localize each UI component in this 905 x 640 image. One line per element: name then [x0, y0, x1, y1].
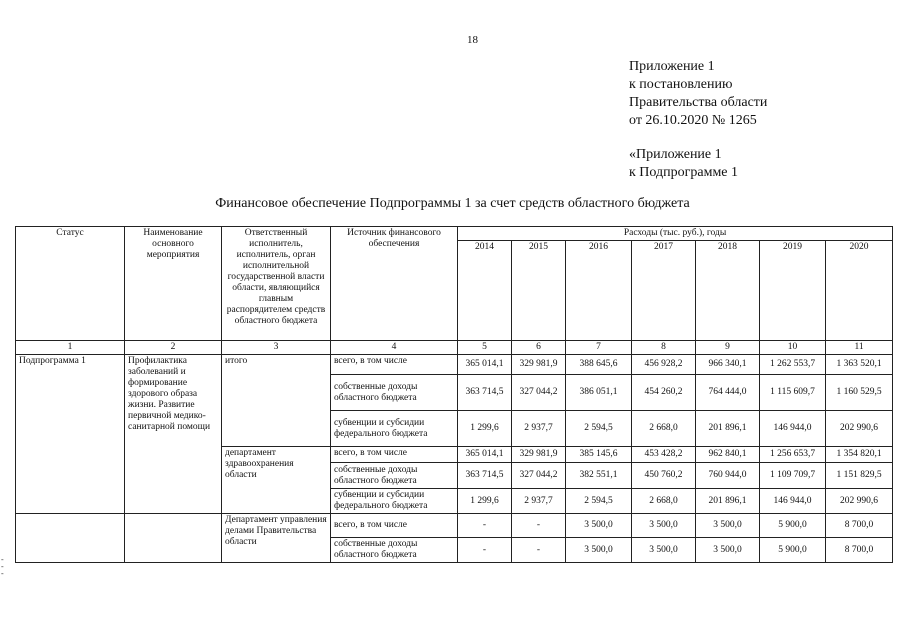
header-year: 2020 [826, 241, 893, 341]
value-cell: 2 594,5 [566, 411, 632, 447]
value-cell: 5 900,0 [760, 514, 826, 538]
header-year: 2018 [696, 241, 760, 341]
value-cell: 329 981,9 [512, 447, 566, 463]
value-cell: 1 354 820,1 [826, 447, 893, 463]
value-cell: 8 700,0 [826, 538, 893, 563]
value-cell: 2 594,5 [566, 489, 632, 514]
column-number: 6 [512, 341, 566, 355]
value-cell: 386 051,1 [566, 375, 632, 411]
value-cell: 1 160 529,5 [826, 375, 893, 411]
executor-cell: департамент здравоохранения области [222, 447, 331, 514]
empty-cell [125, 514, 222, 563]
value-cell: 2 937,7 [512, 411, 566, 447]
value-cell: 3 500,0 [696, 538, 760, 563]
activity-cell: Профилактика заболеваний и формирование здорового образа жизни. Развитие первичной медико-санитарной помощи [125, 355, 222, 514]
value-cell: 450 760,2 [632, 463, 696, 489]
value-cell: 454 260,2 [632, 375, 696, 411]
header-expenses: Расходы (тыс. руб.), годы [458, 227, 893, 241]
table-row [16, 355, 893, 375]
source-cell: всего, в том числе [331, 447, 458, 463]
value-cell: 1 299,6 [458, 411, 512, 447]
document-title: Финансовое обеспечение Подпрограммы 1 за счет средств областного бюджета [215, 196, 690, 211]
financing-table [15, 226, 893, 563]
source-cell: собственные доходы областного бюджета [331, 463, 458, 489]
value-cell: 1 262 553,7 [760, 355, 826, 375]
source-cell: собственные доходы областного бюджета [331, 538, 458, 563]
value-cell: 962 840,1 [696, 447, 760, 463]
header-year: 2015 [512, 241, 566, 341]
value-cell: 1 363 520,1 [826, 355, 893, 375]
value-cell: 201 896,1 [696, 411, 760, 447]
appendix-line: к постановлению [629, 77, 733, 92]
value-cell: 453 428,2 [632, 447, 696, 463]
source-cell: всего, в том числе [331, 514, 458, 538]
appendix-line: «Приложение 1 [629, 147, 722, 162]
header-year: 2019 [760, 241, 826, 341]
page-number: 18 [467, 34, 478, 46]
column-number: 11 [826, 341, 893, 355]
value-cell: 1 115 609,7 [760, 375, 826, 411]
appendix-block [629, 58, 767, 182]
value-cell: 1 109 709,7 [760, 463, 826, 489]
source-cell: собственные доходы областного бюджета [331, 375, 458, 411]
column-number: 1 [16, 341, 125, 355]
column-number: 5 [458, 341, 512, 355]
header-year: 2016 [566, 241, 632, 341]
scan-edge-marks: - - - [1, 555, 4, 578]
value-cell: 8 700,0 [826, 514, 893, 538]
value-cell: 1 299,6 [458, 489, 512, 514]
value-cell: 363 714,5 [458, 375, 512, 411]
value-cell: 2 668,0 [632, 489, 696, 514]
header-executor: Ответственный исполнитель, исполнитель, орган исполнительной государственной власти области, являющийся главным распорядителем средств областного бюджета [222, 227, 331, 341]
column-number: 8 [632, 341, 696, 355]
value-cell: 456 928,2 [632, 355, 696, 375]
executor-cell: Департамент управления делами Правительства области [222, 514, 331, 563]
value-cell: 3 500,0 [696, 514, 760, 538]
source-cell: субвенции и субсидии федерального бюджета [331, 489, 458, 514]
column-number: 4 [331, 341, 458, 355]
appendix-line: к Подпрограмме 1 [629, 165, 739, 180]
value-cell: 146 944,0 [760, 489, 826, 514]
empty-cell [16, 514, 125, 563]
header-year: 2014 [458, 241, 512, 341]
value-cell: 2 668,0 [632, 411, 696, 447]
value-cell: 327 044,2 [512, 375, 566, 411]
column-number: 3 [222, 341, 331, 355]
value-cell: 385 145,6 [566, 447, 632, 463]
value-cell: 365 014,1 [458, 355, 512, 375]
column-number: 7 [566, 341, 632, 355]
value-cell: 201 896,1 [696, 489, 760, 514]
header-activity: Наименование основного мероприятия [125, 227, 222, 341]
value-cell: - [458, 514, 512, 538]
status-cell: Подпрограмма 1 [16, 355, 125, 514]
value-cell: 3 500,0 [566, 514, 632, 538]
executor-cell: итого [222, 355, 331, 447]
value-cell: 966 340,1 [696, 355, 760, 375]
value-cell: 764 444,0 [696, 375, 760, 411]
header-row [16, 227, 893, 241]
value-cell: 329 981,9 [512, 355, 566, 375]
column-number: 2 [125, 341, 222, 355]
value-cell: 382 551,1 [566, 463, 632, 489]
value-cell: 1 151 829,5 [826, 463, 893, 489]
header-year: 2017 [632, 241, 696, 341]
value-cell: 363 714,5 [458, 463, 512, 489]
header-status: Статус [16, 227, 125, 341]
value-cell: 3 500,0 [566, 538, 632, 563]
header-source: Источник финансового обеспечения [331, 227, 458, 341]
value-cell: 1 256 653,7 [760, 447, 826, 463]
column-number: 9 [696, 341, 760, 355]
value-cell: - [512, 538, 566, 563]
value-cell: 388 645,6 [566, 355, 632, 375]
table-row [16, 514, 893, 538]
value-cell: 2 937,7 [512, 489, 566, 514]
source-cell: субвенции и субсидии федерального бюджета [331, 411, 458, 447]
value-cell: 365 014,1 [458, 447, 512, 463]
value-cell: - [512, 514, 566, 538]
value-cell: 3 500,0 [632, 538, 696, 563]
appendix-line: Приложение 1 [629, 59, 715, 74]
value-cell: 202 990,6 [826, 411, 893, 447]
value-cell: 760 944,0 [696, 463, 760, 489]
value-cell: 3 500,0 [632, 514, 696, 538]
column-number: 10 [760, 341, 826, 355]
value-cell: 327 044,2 [512, 463, 566, 489]
value-cell: 202 990,6 [826, 489, 893, 514]
column-number-row [16, 341, 893, 355]
appendix-line: Правительства области [629, 95, 768, 110]
value-cell: 5 900,0 [760, 538, 826, 563]
value-cell: 146 944,0 [760, 411, 826, 447]
value-cell: - [458, 538, 512, 563]
appendix-line: от 26.10.2020 № 1265 [629, 113, 757, 128]
source-cell: всего, в том числе [331, 355, 458, 375]
